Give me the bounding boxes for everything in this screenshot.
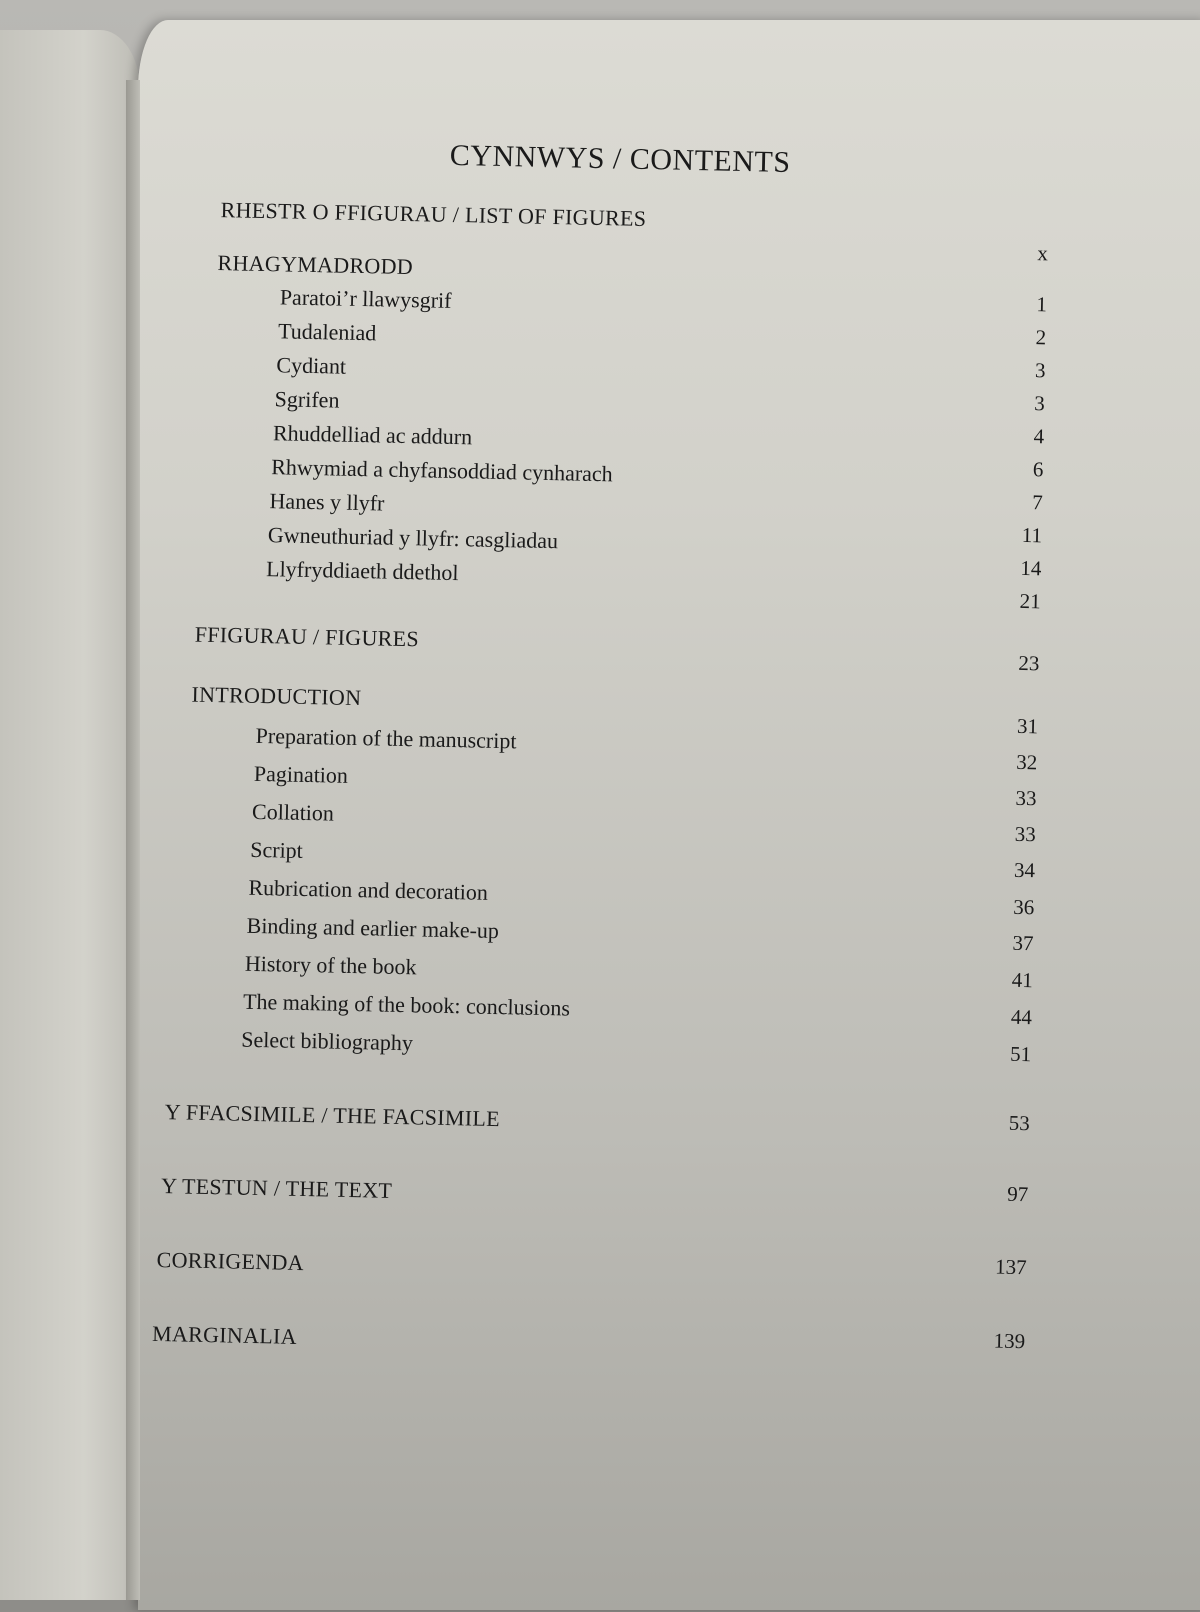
- toc-section-introduction: INTRODUCTION: [191, 681, 362, 711]
- page-title: CYNNWYS / CONTENTS: [449, 138, 791, 179]
- toc-section-figures: FFIGURAU / FIGURES: [194, 621, 420, 652]
- toc-item: Collation: [251, 798, 335, 826]
- toc-item: Rhuddelliad ac addurn: [272, 420, 473, 450]
- toc-page: 44: [1010, 1004, 1033, 1030]
- toc-page: 34: [1013, 857, 1036, 883]
- toc-item: Pagination: [253, 760, 349, 788]
- toc-page-marginalia: 139: [993, 1328, 1026, 1354]
- toc-item: Script: [250, 836, 304, 863]
- toc-item: Llyfryddiaeth ddethol: [265, 556, 459, 586]
- toc-item: History of the book: [244, 950, 417, 980]
- toc-section-rhagymadrodd: RHAGYMADRODD: [217, 250, 414, 280]
- toc-page-corrigenda: 137: [994, 1254, 1027, 1280]
- toc-page: 3: [1034, 358, 1046, 383]
- toc-page: 2: [1035, 325, 1047, 350]
- toc-item: Select bibliography: [241, 1026, 414, 1056]
- toc-section-corrigenda: CORRIGENDA: [156, 1246, 305, 1276]
- toc-page-list-of-figures: x: [1037, 241, 1049, 266]
- toc-item: Preparation of the manuscript: [255, 722, 517, 754]
- toc-item: The making of the book: conclusions: [242, 988, 571, 1021]
- toc-item: Gwneuthuriad y llyfr: casgliadau: [267, 522, 559, 554]
- toc-item: Paratoi’r llawysgrif: [279, 284, 452, 313]
- toc-page: 3: [1034, 391, 1046, 416]
- toc-section-facsimile: Y FFACSIMILE / THE FACSIMILE: [164, 1099, 501, 1132]
- toc-page: 32: [1016, 749, 1038, 775]
- toc-page: 33: [1015, 785, 1037, 811]
- toc-section-marginalia: MARGINALIA: [151, 1320, 298, 1349]
- toc-section-text: Y TESTUN / THE TEXT: [160, 1173, 393, 1203]
- toc-page: 14: [1020, 555, 1042, 581]
- toc-page: 6: [1032, 457, 1044, 482]
- toc-page: 4: [1033, 424, 1045, 449]
- toc-page-figures: 23: [1018, 650, 1040, 676]
- toc-item: Binding and earlier make-up: [246, 912, 500, 944]
- toc-page: 51: [1009, 1041, 1032, 1067]
- toc-page: 33: [1014, 821, 1037, 847]
- toc-page: 37: [1012, 930, 1034, 956]
- toc-page: 21: [1019, 588, 1041, 614]
- toc-page: 11: [1021, 522, 1043, 548]
- toc-item: Sgrifen: [274, 386, 340, 413]
- toc-item: Cydiant: [276, 352, 347, 379]
- toc-page-introduction: 31: [1016, 713, 1039, 739]
- toc-page-text: 97: [1006, 1181, 1029, 1207]
- toc-item: Rhwymiad a chyfansoddiad cynharach: [271, 454, 613, 487]
- toc-page-facsimile: 53: [1008, 1110, 1030, 1136]
- toc-item: Hanes y llyfr: [269, 488, 385, 516]
- toc-page: 41: [1011, 967, 1033, 993]
- toc-page-rhagymadrodd: 1: [1036, 292, 1048, 317]
- toc-page: 36: [1012, 894, 1035, 920]
- toc-item: Rubrication and decoration: [248, 874, 489, 905]
- toc-section-list-of-figures: RHESTR O FFIGURAU / LIST OF FIGURES: [220, 197, 647, 231]
- toc-item: Tudaleniad: [277, 318, 377, 346]
- toc-page: 7: [1031, 490, 1043, 515]
